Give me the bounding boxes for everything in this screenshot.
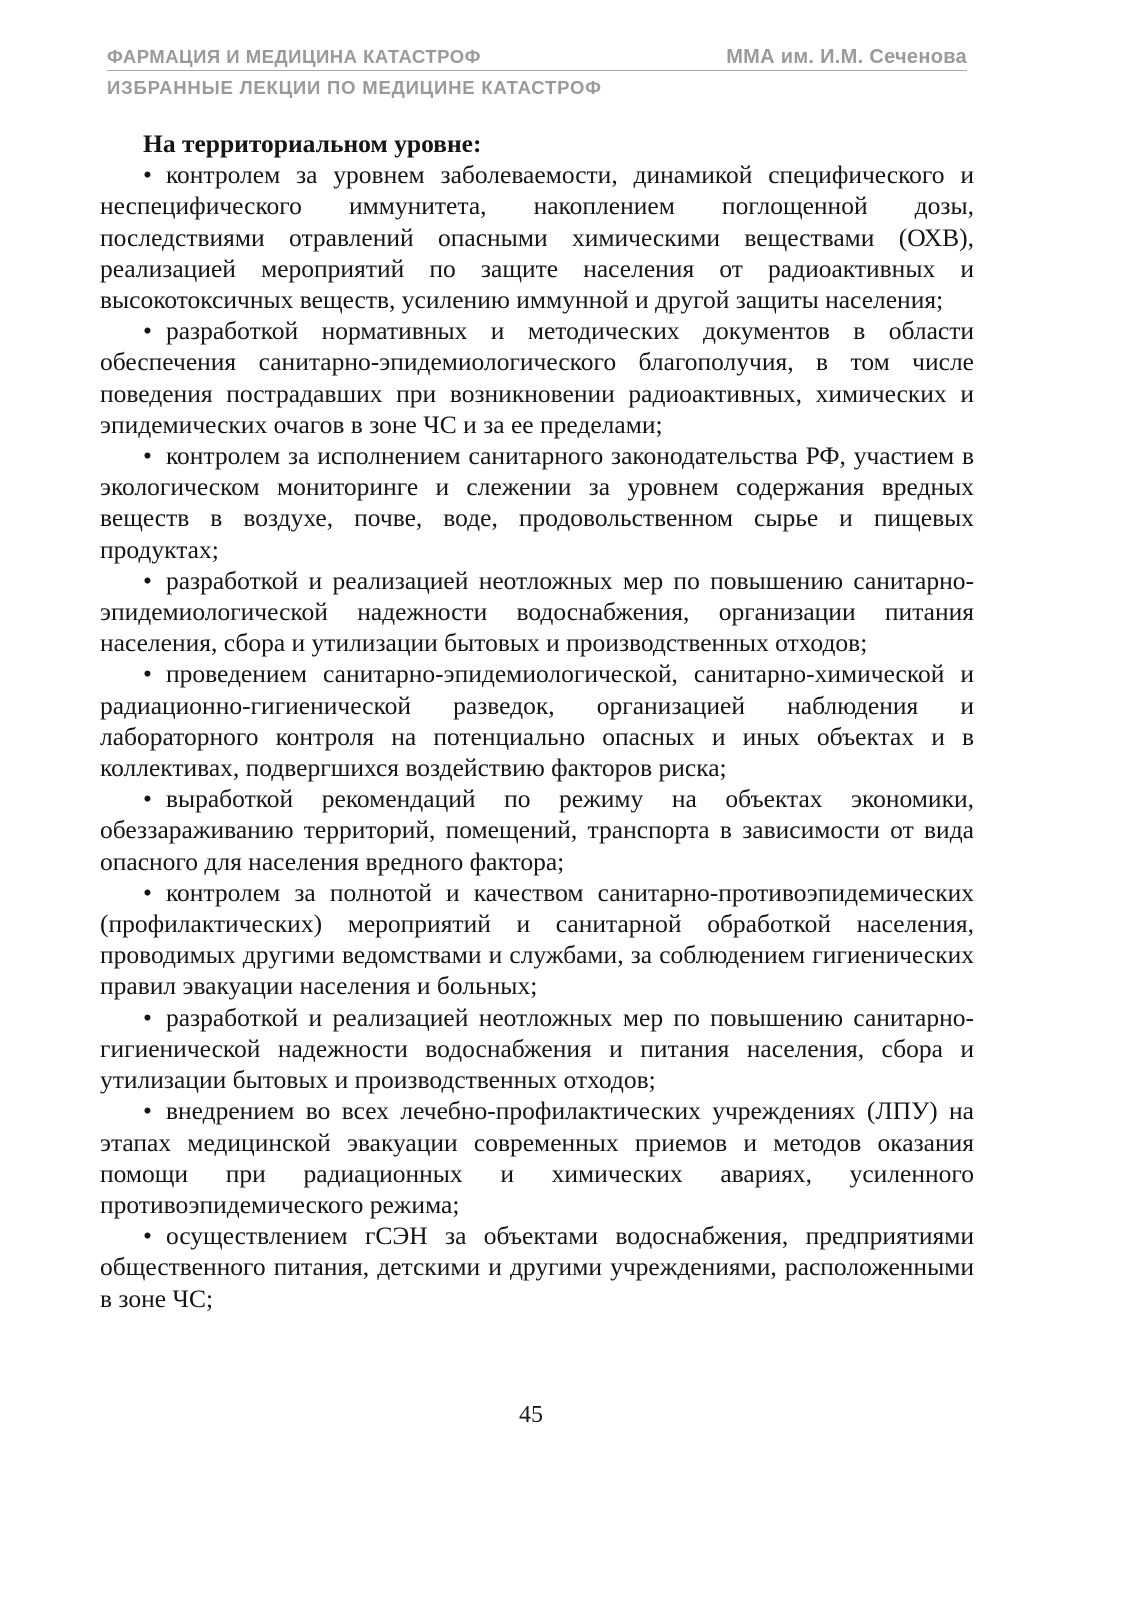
section-title: На территориальном уровне: (143, 129, 482, 158)
list-item-text: контролем за уровнем заболеваемости, динамикой специфического и неспецифического иммунитета, накоплением поглощенной дозы, последствиями отравлений опасными химическими веществами (ОХВ), реализацией мероприятий по защите населения от радиоактивных и высокотоксичных веществ, усилению иммунной и другой защиты населения; (100, 160, 974, 315)
list-item-text: проведением санитарно-эпидемиологической, санитарно-химической и радиационно-гигиенической разведок, организацией наблюдения и лабораторного контроля на потенциально опасных и иных объектах и в коллективах, подвергшихся воздействию факторов риска; (100, 659, 974, 783)
list-item (100, 1220, 974, 1314)
list-item-text: разработкой и реализацией неотложных мер по повышению санитарно-гигиенической надежности водоснабжения и питания населения, сбора и утилизации бытовых и производственных отходов; (100, 1002, 974, 1095)
running-header (107, 46, 967, 99)
bullet-marker: • (143, 565, 152, 595)
list-item (100, 315, 974, 440)
bullet-marker: • (143, 441, 152, 471)
header-row (107, 46, 967, 71)
bullet-marker: • (143, 659, 152, 689)
list-item-text: разработкой нормативных и методических документов в области обеспечения санитарно-эпидемиологического благополучия, в том числе поведения пострадавших при возникновении радиоактивных, химических и эпидемических очагов в зоне ЧС и за ее пределами; (100, 316, 974, 439)
list-item-text: контролем за исполнением санитарного законодательства РФ, участием в экологическом мониторинге и слежении за уровнем содержания вредных веществ в воздухе, почве, воде, продовольственном сырье и пищевых продуктах; (100, 441, 974, 564)
bullet-marker: • (143, 784, 152, 814)
list-item (100, 783, 974, 877)
list-item (100, 658, 974, 783)
bullet-marker: • (143, 1221, 152, 1251)
list-item (100, 1095, 974, 1220)
list-item-text: внедрением во всех лечебно-профилактических учреждениях (ЛПУ) на этапах медицинской эвакуации современных приемов и методов оказания помощи при радиационных и химических авариях, усиленного противоэпидемического режима; (100, 1096, 974, 1219)
bullet-marker: • (143, 1002, 152, 1032)
list-item-text: разработкой и реализацией неотложных мер по повышению санитарно-эпидемиологической надежности водоснабжения, организации питания населения, сбора и утилизации бытовых и производственных отходов; (100, 565, 974, 658)
page-body (100, 128, 974, 1314)
list-item-text: контролем за полнотой и качеством санитарно-противоэпидемических (профилактических) мероприятий и санитарной обработкой населения, проводимых другими ведомствами и службами, за соблюдением гигиенических правил эвакуации населения и больных; (100, 877, 974, 1001)
list-item (100, 877, 974, 1002)
header-institution: ММА им. И.М. Сеченова (726, 46, 967, 68)
list-item (100, 159, 974, 315)
list-item (100, 440, 974, 565)
header-book-title: ФАРМАЦИЯ И МЕДИЦИНА КАТАСТРОФ (107, 46, 481, 67)
bullet-list (100, 159, 974, 1314)
header-subtitle: ИЗБРАННЫЕ ЛЕКЦИИ ПО МЕДИЦИНЕ КАТАСТРОФ (107, 77, 602, 98)
bullet-marker: • (143, 316, 152, 346)
page-number: 45 (519, 1402, 543, 1428)
bullet-marker: • (143, 160, 152, 190)
list-item (100, 1002, 974, 1096)
list-item-text: осуществлением гСЭН за объектами водоснабжения, предприятиями общественного питания, детскими и другими учреждениями, расположенными в зоне ЧС; (100, 1221, 974, 1313)
list-item (100, 565, 974, 659)
bullet-marker: • (143, 877, 152, 907)
list-item-text: выработкой рекомендаций по режиму на объектах экономики, обеззараживанию территорий, помещений, транспорта в зависимости от вида опасного для населения вредного фактора; (100, 784, 974, 876)
bullet-marker: • (143, 1096, 152, 1126)
